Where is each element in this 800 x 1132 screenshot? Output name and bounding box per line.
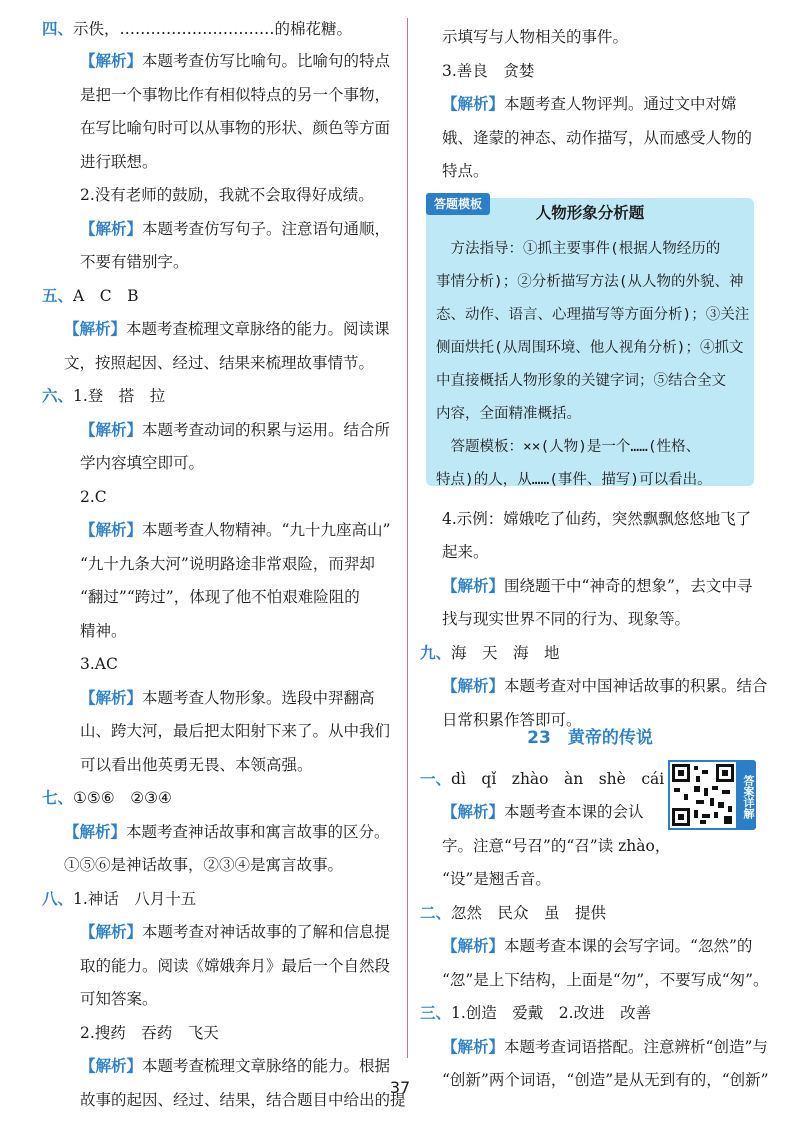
text-line	[80, 720, 390, 742]
text-line	[80, 452, 204, 474]
text-line	[80, 988, 158, 1010]
line-text: dì qǐ zhào àn shè cái	[451, 770, 665, 788]
question-number: 一、	[420, 770, 452, 788]
template-line: 中直接概括人物形象的关键字词；⑤结合全文	[436, 373, 726, 389]
line-text: ①⑤⑥是神话故事，②③④是寓言故事。	[64, 856, 344, 874]
page-number: 37	[389, 1078, 411, 1097]
line-text: A C B	[73, 287, 139, 305]
text-line	[64, 318, 390, 340]
line-text: 本题考查人物精神。“九十九座高山”	[142, 521, 391, 539]
line-text: 围绕题干中“神奇的想象”，去文中寻	[504, 577, 753, 595]
question-number: 二、	[420, 904, 452, 922]
question-number: 三、	[420, 1004, 452, 1022]
analysis-tag: 【解析】	[80, 923, 143, 941]
column-divider	[407, 18, 408, 1058]
text-line	[442, 608, 690, 630]
text-line	[80, 50, 390, 72]
line-text: 是把一个事物比作有相似特点的另一个事物，	[80, 86, 391, 104]
analysis-tag: 【解析】	[64, 823, 127, 841]
text-line	[64, 352, 374, 374]
analysis-tag: 【解析】	[80, 220, 143, 238]
line-text: 故事的起因、经过、结果，结合题目中给出的提	[80, 1091, 406, 1109]
text-line	[42, 888, 196, 910]
line-text: 起来。	[442, 543, 489, 561]
question-number: 五、	[42, 287, 74, 305]
line-text: 进行联想。	[80, 153, 158, 171]
text-line	[442, 801, 644, 823]
text-line	[80, 486, 107, 508]
line-text: 不要有错别字。	[80, 253, 189, 271]
template-line: 特点)的人，从……(事件、描写)可以看出。	[436, 472, 712, 488]
analysis-tag: 【解析】	[80, 1057, 143, 1075]
line-text: 本题考查神话故事和寓言故事的区分。	[126, 823, 390, 841]
answer-template-title: 人物形象分析题	[535, 203, 645, 222]
line-text: 本题考查本课的会写字词。“忽然”的	[504, 937, 753, 955]
line-text: 本题考查对神话故事的了解和信息提	[142, 923, 391, 941]
analysis-tag: 【解析】	[80, 421, 143, 439]
text-line	[442, 1069, 769, 1091]
template-line: 方法指导：①抓主要事件(根据人物经历的	[436, 241, 721, 257]
text-line	[442, 60, 534, 82]
line-text: 本题考查人物形象。选段中羿翻高	[142, 689, 375, 707]
line-text: 3.AC	[80, 655, 118, 673]
text-line	[42, 385, 165, 407]
question-number: 九、	[420, 644, 452, 662]
line-text: 2.C	[80, 488, 107, 506]
text-line	[80, 151, 158, 173]
template-line: 内容，全面精准概括。	[436, 406, 581, 422]
text-line	[42, 18, 352, 40]
template-line: 态、动作、语言、心理描写等方面分析)；③关注	[436, 307, 750, 323]
line-text: 3.善良 贪婪	[442, 62, 535, 80]
line-text: “九十九条大河”说明路途非常艰险，而羿却	[80, 555, 375, 573]
text-line	[442, 160, 489, 182]
question-number: 七、	[42, 789, 74, 807]
analysis-tag: 【解析】	[442, 95, 505, 113]
text-line	[80, 1055, 390, 1077]
text-line	[42, 787, 172, 809]
text-line	[420, 1002, 651, 1024]
line-text: 取的能力。阅读《嫦娥奔月》最后一个自然段	[80, 957, 391, 975]
line-text: 字。注意“号召”的“召”读 zhào，	[442, 837, 671, 855]
line-text: 本题考查对中国神话故事的积累。结合	[504, 677, 768, 695]
text-line	[442, 575, 752, 597]
analysis-tag: 【解析】	[442, 1038, 505, 1056]
text-line	[442, 969, 769, 991]
line-text: 文，按照起因、经过、结果来梳理故事情节。	[64, 354, 375, 372]
line-text: 本题考查动词的积累与运用。结合所	[142, 421, 391, 439]
line-text: 示佚，…………………………的棉花糖。	[73, 20, 353, 38]
text-line	[80, 586, 360, 608]
text-line	[420, 768, 664, 790]
line-text: 本题考查仿写比喻句。比喻句的特点	[142, 52, 391, 70]
line-text: 海 天 海 地	[451, 644, 560, 662]
line-text: 本题考查人物评判。通过文中对嫦	[504, 95, 737, 113]
text-line	[42, 285, 138, 307]
line-text: 本题考查词语搭配。注意辨析“创造”与	[504, 1038, 768, 1056]
analysis-tag: 【解析】	[442, 677, 505, 695]
analysis-tag: 【解析】	[64, 320, 127, 338]
text-line	[80, 1089, 406, 1111]
line-text: 娥、逄蒙的神态、动作描写，从而感受人物的	[442, 129, 753, 147]
text-line	[80, 1022, 219, 1044]
line-text: 山、跨大河，最后把太阳射下来了。从中我们	[80, 722, 391, 740]
text-line	[442, 541, 489, 563]
text-line	[80, 754, 313, 776]
text-line	[80, 921, 390, 943]
template-line: 答题模板：××(人物)是一个……(性格、	[436, 439, 701, 455]
answer-template-tag: 答题模板	[426, 193, 490, 215]
text-line	[420, 902, 606, 924]
question-number: 六、	[42, 387, 74, 405]
template-line: 事情分析)；②分析描写方法(从人物的外貌、神	[436, 274, 744, 290]
line-text: “翻过”“跨过”，体现了他不怕艰难险阻的	[80, 588, 360, 606]
line-text: ①⑤⑥ ②③④	[73, 789, 172, 807]
line-text: 4.示例：嫦娥吃了仙药，突然飘飘悠悠地飞了	[442, 510, 752, 528]
analysis-tag: 【解析】	[442, 577, 505, 595]
line-text: “设”是翘舌音。	[442, 870, 551, 888]
line-text: 1.神话 八月十五	[73, 890, 197, 908]
text-line	[442, 935, 752, 957]
analysis-tag: 【解析】	[80, 521, 143, 539]
line-text: 示填写与人物相关的事件。	[442, 28, 629, 46]
text-line	[442, 26, 628, 48]
line-text: 1.创造 爱戴 2.改进 改善	[451, 1004, 652, 1022]
question-number: 八、	[42, 890, 74, 908]
qr-pattern-icon	[670, 762, 736, 828]
text-line	[442, 508, 751, 530]
text-line	[442, 1036, 768, 1058]
line-text: 精神。	[80, 622, 127, 640]
line-text: 可以看出他英勇无畏、本领高强。	[80, 756, 313, 774]
template-line: 侧面烘托(从周围环境、他人视角分析)；④抓文	[436, 340, 744, 356]
text-line	[80, 955, 390, 977]
line-text: 可知答案。	[80, 990, 158, 1008]
text-line	[80, 553, 375, 575]
line-text: 2.搜药 吞药 飞天	[80, 1024, 219, 1042]
text-line	[80, 218, 390, 240]
line-text: “忽”是上下结构，上面是“勿”，不要写成“匆”。	[442, 971, 769, 989]
text-line	[80, 84, 390, 106]
line-text: 本题考查梳理文章脉络的能力。阅读课	[126, 320, 390, 338]
text-line	[80, 620, 127, 642]
text-line	[442, 93, 737, 115]
line-text: 特点。	[442, 162, 489, 180]
text-line	[64, 854, 343, 876]
text-line	[442, 127, 752, 149]
text-line	[80, 117, 390, 139]
analysis-tag: 【解析】	[442, 803, 505, 821]
analysis-tag: 【解析】	[80, 52, 143, 70]
line-text: 1.登 搭 拉	[73, 387, 166, 405]
text-line	[442, 868, 551, 890]
lesson-title: 23 黄帝的传说	[527, 728, 653, 748]
analysis-tag: 【解析】	[80, 689, 143, 707]
line-text: 忽然 民众 虽 提供	[451, 904, 607, 922]
line-text: 日常积累作答即可。	[442, 711, 582, 729]
qr-code-icon[interactable]	[668, 760, 738, 830]
text-line	[420, 642, 560, 664]
text-line	[80, 251, 189, 273]
line-text: 在写比喻句时可以从事物的形状、颜色等方面	[80, 119, 391, 137]
line-text: 本题考查梳理文章脉络的能力。根据	[142, 1057, 391, 1075]
question-number: 四、	[42, 20, 74, 38]
line-text: 找与现实世界不同的行为、现象等。	[442, 610, 691, 628]
line-text: 2.没有老师的鼓励，我就不会取得好成绩。	[80, 186, 374, 204]
text-line	[80, 687, 375, 709]
line-text: 本题考查本课的会认	[504, 803, 644, 821]
text-line	[80, 519, 390, 541]
line-text: 本题考查仿写句子。注意语句通顺，	[142, 220, 391, 238]
text-line	[442, 835, 670, 857]
text-line	[80, 184, 374, 206]
text-line	[80, 653, 118, 675]
analysis-tag: 【解析】	[442, 937, 505, 955]
text-line	[442, 675, 768, 697]
line-text: 学内容填空即可。	[80, 454, 205, 472]
line-text: “创新”两个词语，“创造”是从无到有的，“创新”	[442, 1071, 769, 1089]
text-line	[80, 419, 390, 441]
text-line	[64, 821, 390, 843]
qr-answer-label: 答案详解	[736, 760, 756, 830]
